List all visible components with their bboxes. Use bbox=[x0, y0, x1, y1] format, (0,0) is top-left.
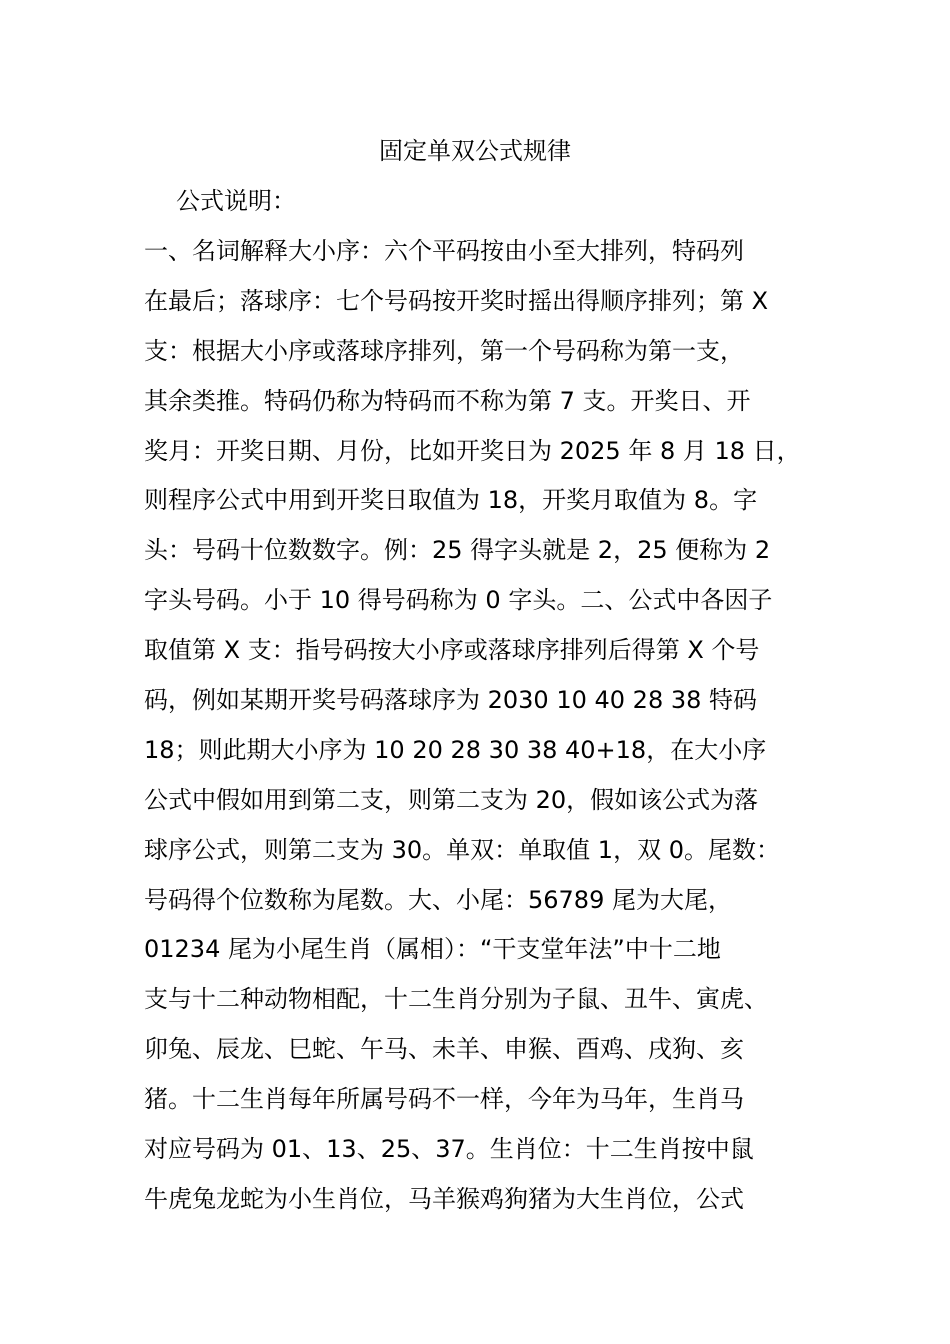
paragraph-line: 取值第 X 支：指号码按大小序或落球序排列后得第 X 个号 bbox=[144, 636, 760, 665]
paragraph-line: 头：号码十位数数字。例：25 得字头就是 2，25 便称为 2 bbox=[144, 536, 771, 565]
paragraph-line: 对应号码为 01、13、25、37。生肖位：十二生肖按中鼠 bbox=[144, 1135, 754, 1164]
paragraph-line: 支：根据大小序或落球序排列，第一个号码称为第一支， bbox=[144, 336, 744, 365]
paragraph-line: 支与十二种动物相配，十二生肖分别为子鼠、丑牛、寅虎、 bbox=[144, 985, 768, 1014]
section-heading: 公式说明： bbox=[176, 187, 296, 215]
page-title: 固定单双公式规律 bbox=[379, 137, 571, 165]
paragraph-line: 则程序公式中用到开奖日取值为 18，开奖月取值为 8。字 bbox=[144, 486, 758, 515]
paragraph-line: 奖月：开奖日期、月份，比如开奖日为 2025 年 8 月 18 日， bbox=[144, 436, 801, 465]
paragraph-line: 18；则此期大小序为 10 20 28 30 38 40+18，在大小序 bbox=[144, 735, 767, 764]
paragraph-line: 卯兔、辰龙、巳蛇、午马、未羊、申猴、酉鸡、戌狗、亥 bbox=[144, 1035, 744, 1064]
paragraph-line: 公式中假如用到第二支，则第二支为 20，假如该公式为落 bbox=[144, 785, 759, 814]
paragraph-line: 牛虎兔龙蛇为小生肖位，马羊猴鸡狗猪为大生肖位，公式 bbox=[144, 1184, 744, 1213]
paragraph-line: 一、名词解释大小序：六个平码按由小至大排列，特码列 bbox=[144, 237, 744, 265]
paragraph-line: 其余类推。特码仍称为特码而不称为第 7 支。开奖日、开 bbox=[144, 386, 751, 415]
paragraph-line: 球序公式，则第二支为 30。单双：单取值 1，双 0。尾数： bbox=[144, 835, 780, 864]
paragraph-line: 猪。十二生肖每年所属号码不一样，今年为马年，生肖马 bbox=[144, 1085, 744, 1114]
paragraph-line: 01234 尾为小尾生肖（属相）：“干支堂年法”中十二地 bbox=[144, 935, 721, 964]
paragraph-line: 号码得个位数称为尾数。大、小尾：56789 尾为大尾， bbox=[144, 885, 732, 914]
body-paragraph bbox=[144, 231, 824, 1229]
paragraph-line: 字头号码。小于 10 得号码称为 0 字头。二、公式中各因子 bbox=[144, 586, 773, 615]
paragraph-line: 在最后；落球序：七个号码按开奖时摇出得顺序排列；第 X bbox=[144, 286, 769, 315]
paragraph-line: 码，例如某期开奖号码落球序为 2030 10 40 28 38 特码 bbox=[144, 686, 758, 715]
